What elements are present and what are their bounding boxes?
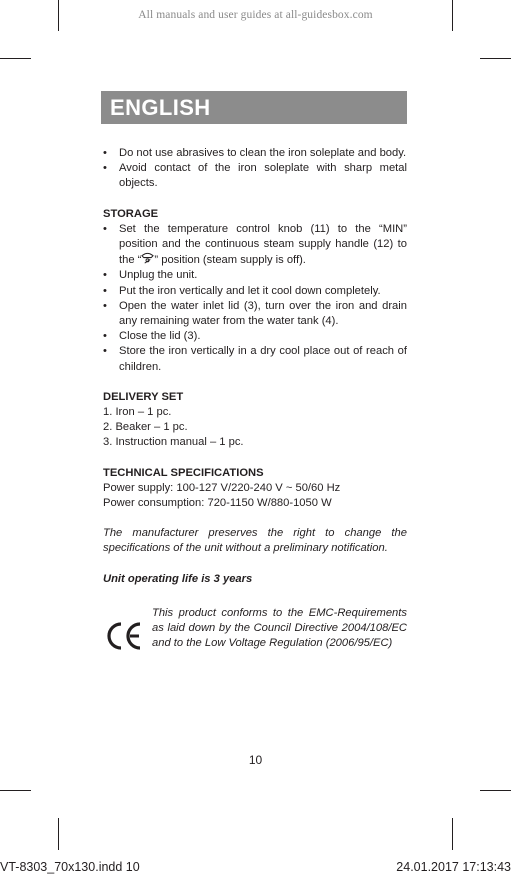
ce-conformity-text: This product conforms to the EMC-Requirements as laid down by the Council Directive 2004/108/EC and to the Low Voltage Regulation (2006/95/EC) [152,607,407,649]
language-heading: ENGLISH [101,91,407,124]
specs-heading: TECHNICAL SPECIFICATIONS [103,466,264,479]
storage-heading: STORAGE [103,207,159,220]
list-item: • Avoid contact of the iron soleplate with sharp metal objects. [103,161,407,191]
footer-filename: VT-8303_70x130.indd 10 [0,860,140,874]
list-item: • Store the iron vertically in a dry cool place out of reach of children. [103,344,407,374]
spec-line: Power supply: 100-127 V/220-240 V ~ 50/60 Hz [103,481,341,494]
list-item: • Open the water inlet lid (3), turn over the iron and drain any remaining water from the water tank (4). [103,299,407,329]
crop-mark [0,58,31,59]
watermark: All manuals and user guides at all-guidesbox.com [138,9,373,21]
spec-line: Power consumption: 720-1150 W/880-1050 W [103,497,332,510]
delivery-heading: DELIVERY SET [103,390,184,403]
list-item: • Put the iron vertically and let it cool down completely. [103,284,407,299]
crop-mark [0,790,31,791]
footer-datetime: 24.01.2017 17:13:43 [396,860,511,874]
page-number: 10 [248,753,263,767]
crop-mark [58,818,59,850]
storage-item-text: ” position (steam supply is off). [154,254,306,267]
manual-content [103,146,407,587]
storage-list [103,222,407,375]
operating-life: Unit operating life is 3 years [103,572,253,585]
list-item: • Unplug the unit. [103,268,407,283]
steam-off-icon [141,252,154,265]
delivery-item: 3. Instruction manual – 1 pc. [103,436,244,449]
cleaning-list [103,146,407,192]
crop-mark [480,790,511,791]
list-item: • Close the lid (3). [103,329,407,344]
crop-mark [452,818,453,850]
manufacturer-note: The manufacturer preserves the right to change the specifications of the unit without a preliminary notification. [103,527,407,555]
storage-item-text: Set the temperature control knob (11) to the “MIN” position and the continuous steam supply handle (12) to the “ [119,222,407,267]
delivery-item: 2. Beaker – 1 pc. [103,421,188,434]
list-item: • Do not use abrasives to clean the iron soleplate and body. [103,146,407,161]
list-item [103,222,407,269]
ce-mark-icon [106,621,144,651]
crop-mark [480,58,511,59]
delivery-item: 1. Iron – 1 pc. [103,406,172,419]
